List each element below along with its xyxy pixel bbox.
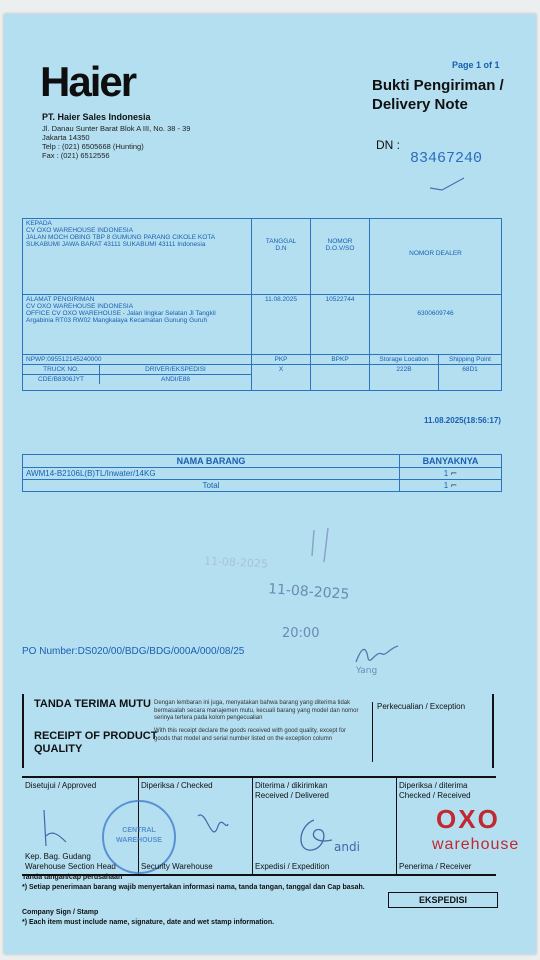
receipt-title-id: TANDA TERIMA MUTU [34,698,151,710]
total-qty [400,480,502,492]
receipt-text-id: Dengan lembaran ini juga, menyatakan bahwa barang yang diterima tidak bermasalah secara manajemen mutu, kecuali barang yang model dan nomor serinya tertera pada kolom pengecualian [154,700,359,721]
dealer-number-text: 6300609746 [417,310,454,317]
stamp-text: CENTRAL WAREHOUSE [116,827,162,844]
kepada-cell [23,219,252,295]
col-banyaknya: BANYAKNYA [400,455,502,468]
approved-role [25,852,116,872]
tanggal-sub: D.N [275,245,287,252]
driver-label: DRIVER/EKSPEDISI [100,365,252,375]
so-number: 10522744 [311,295,370,355]
haier-logo: Haier [40,58,136,105]
pkp-label: PKP [252,355,311,365]
dn-label: DN : [376,138,400,152]
signature-section [22,776,520,876]
total-qty-text: 1 [443,481,449,490]
signature-icon [292,816,336,856]
kepada-address: SUKABUMI JAWA BARAT 43111 SUKABUMI 43111 Indonesia [26,241,206,248]
shipping-info-table [22,218,502,391]
alamat-address: Argabinia RT03 RW02 Mangkalaya Kecamatan Gunung Guruh [26,317,208,324]
po-number: PO Number:DS020/00/BDG/BDG/000A/000/08/25 [22,646,245,657]
footer-note-id: *) Setiap penerimaan barang wajib menyertakan informasi nama, tanda tangan, tanggal dan Cap basah. [22,884,365,891]
approved-role-line: Kep. Bag. Gudang [25,852,91,861]
checked-received-label [399,781,471,801]
table-row [23,468,502,480]
received-label [255,781,329,801]
received-box [252,778,397,874]
approved-role-line: Warehouse Section Head [25,862,116,871]
faint-handwritten-date: 11-08-2025 [203,554,269,571]
checked-received-line: Checked / Received [399,791,471,800]
alamat-cell [23,295,252,355]
alamat-name: CV OXO WAREHOUSE INDONESIA [26,303,134,310]
handwritten-time: 20:00 [282,626,320,641]
check-mark-icon: ⌐ [450,469,458,478]
alamat-label: ALAMAT PENGIRIMAN [26,296,95,303]
footer-note-en-title: Company Sign / Stamp [22,909,99,916]
alamat-address: OFFICE CV OXO WAREHOUSE - Jalan lingkar Selatan Jl Tangkil [26,310,216,317]
kepada-label: KEPADA [26,220,52,227]
receipt-text-en: With this receipt declare the goods received with good quality, except for goods that model and serial number listed on the exception column [154,728,346,742]
title-line: Delivery Note [372,96,468,113]
shipping-point-label: Shipping Point [439,355,502,365]
bpkp-label: BPKP [311,355,370,365]
check-mark-icon: ⌐ [450,481,458,490]
npwp-cell: NPWP:095512145240000 [23,355,252,365]
item-qty [400,468,502,480]
nomor-sub: D.O.V/SO [325,245,355,252]
signature-icon [36,806,76,850]
nomor-label: NOMOR [327,238,353,245]
quality-receipt-box [22,694,494,768]
checked-label: Diperiksa / Checked [141,781,213,790]
approved-label: Disetujui / Approved [25,781,97,790]
item-name: AWM14-B2106L(B)TL/Inwater/14KG [23,468,400,480]
truck-label: TRUCK NO. [23,365,100,375]
exception-label: Perkecualian / Exception [372,702,465,762]
pen-stroke-icon [294,526,344,566]
dn-number: 83467240 [410,150,483,167]
address-line: Fax : (021) 6512556 [42,151,110,160]
receiver-box [396,778,520,874]
receipt-title-en: RECEIPT OF PRODUCT QUALITY [34,730,158,755]
check-mark-icon [428,174,468,194]
dealer-header-cell [370,219,502,295]
title-line: Bukti Pengiriman / [372,77,504,94]
signature-icon [192,806,232,850]
checked-box [138,778,253,874]
tanggal-cell [252,219,311,295]
company-name: PT. Haier Sales Indonesia [42,112,151,122]
delivery-note-paper [4,14,536,954]
received-label-line: Diterima / dikirimkan [255,781,328,790]
storage-value: 222B [370,365,439,391]
tanggal-label: TANGGAL [265,238,297,245]
oxo-stamp-subtitle: warehouse [432,836,520,853]
checked-received-line: Diperiksa / diterima [399,781,468,790]
receiver-role: Penerima / Receiver [399,862,472,871]
received-role: Expedisi / Expedition [255,862,330,871]
total-label: Total [23,480,400,492]
item-qty-text: 1 [443,469,449,478]
driver-value: ANDI/E88 [100,375,252,385]
handwritten-date: 11-08-2025 [267,581,350,603]
company-address [42,124,190,160]
bpkp-value [311,365,370,391]
date-value: 11.08.2025 [252,295,311,355]
address-line: Telp : (021) 6505668 (Hunting) [42,142,144,151]
print-timestamp: 11.08.2025(18:56:17) [424,416,501,425]
storage-label: Storage Location [370,355,439,365]
page-indicator: Page 1 of 1 [452,60,500,70]
driver-signature-name: andi [334,840,360,854]
checked-role: Security Warehouse [141,862,213,871]
shipping-point-value: 68D1 [439,365,502,391]
document-title [372,76,504,114]
truck-driver-table [23,365,251,384]
kepada-name: CV OXO WAREHOUSE INDONESIA [26,227,134,234]
oxo-stamp-logo: OXO [436,804,500,834]
ekspedisi-box: EKSPEDISI [388,892,498,908]
signer-name: Yang [356,666,378,676]
address-line: Jl. Danau Sunter Barat Blok A III, No. 38 - 39 [42,124,191,133]
nomor-cell [311,219,370,295]
truck-value: CDE/B8306JYT [23,375,100,385]
footer-note-en: *) Each item must include name, signature, date and wet stamp information. [22,919,275,926]
received-label-line: Received / Delivered [255,791,329,800]
truck-driver-cell [23,365,252,391]
pkp-value: X [252,365,311,391]
dealer-label: NOMOR DEALER [409,250,462,257]
footer-note-id-title: Tanda tangan/cap perusahaan [22,874,123,881]
dealer-number [370,295,502,355]
kepada-address: JALAN MOCH OBING TBP 8 GUMUNG PARANG CIKOLE KOTA [26,234,216,241]
col-nama-barang: NAMA BARANG [23,455,400,468]
address-line: Jakarta 14350 [42,133,90,142]
items-table [22,454,502,492]
